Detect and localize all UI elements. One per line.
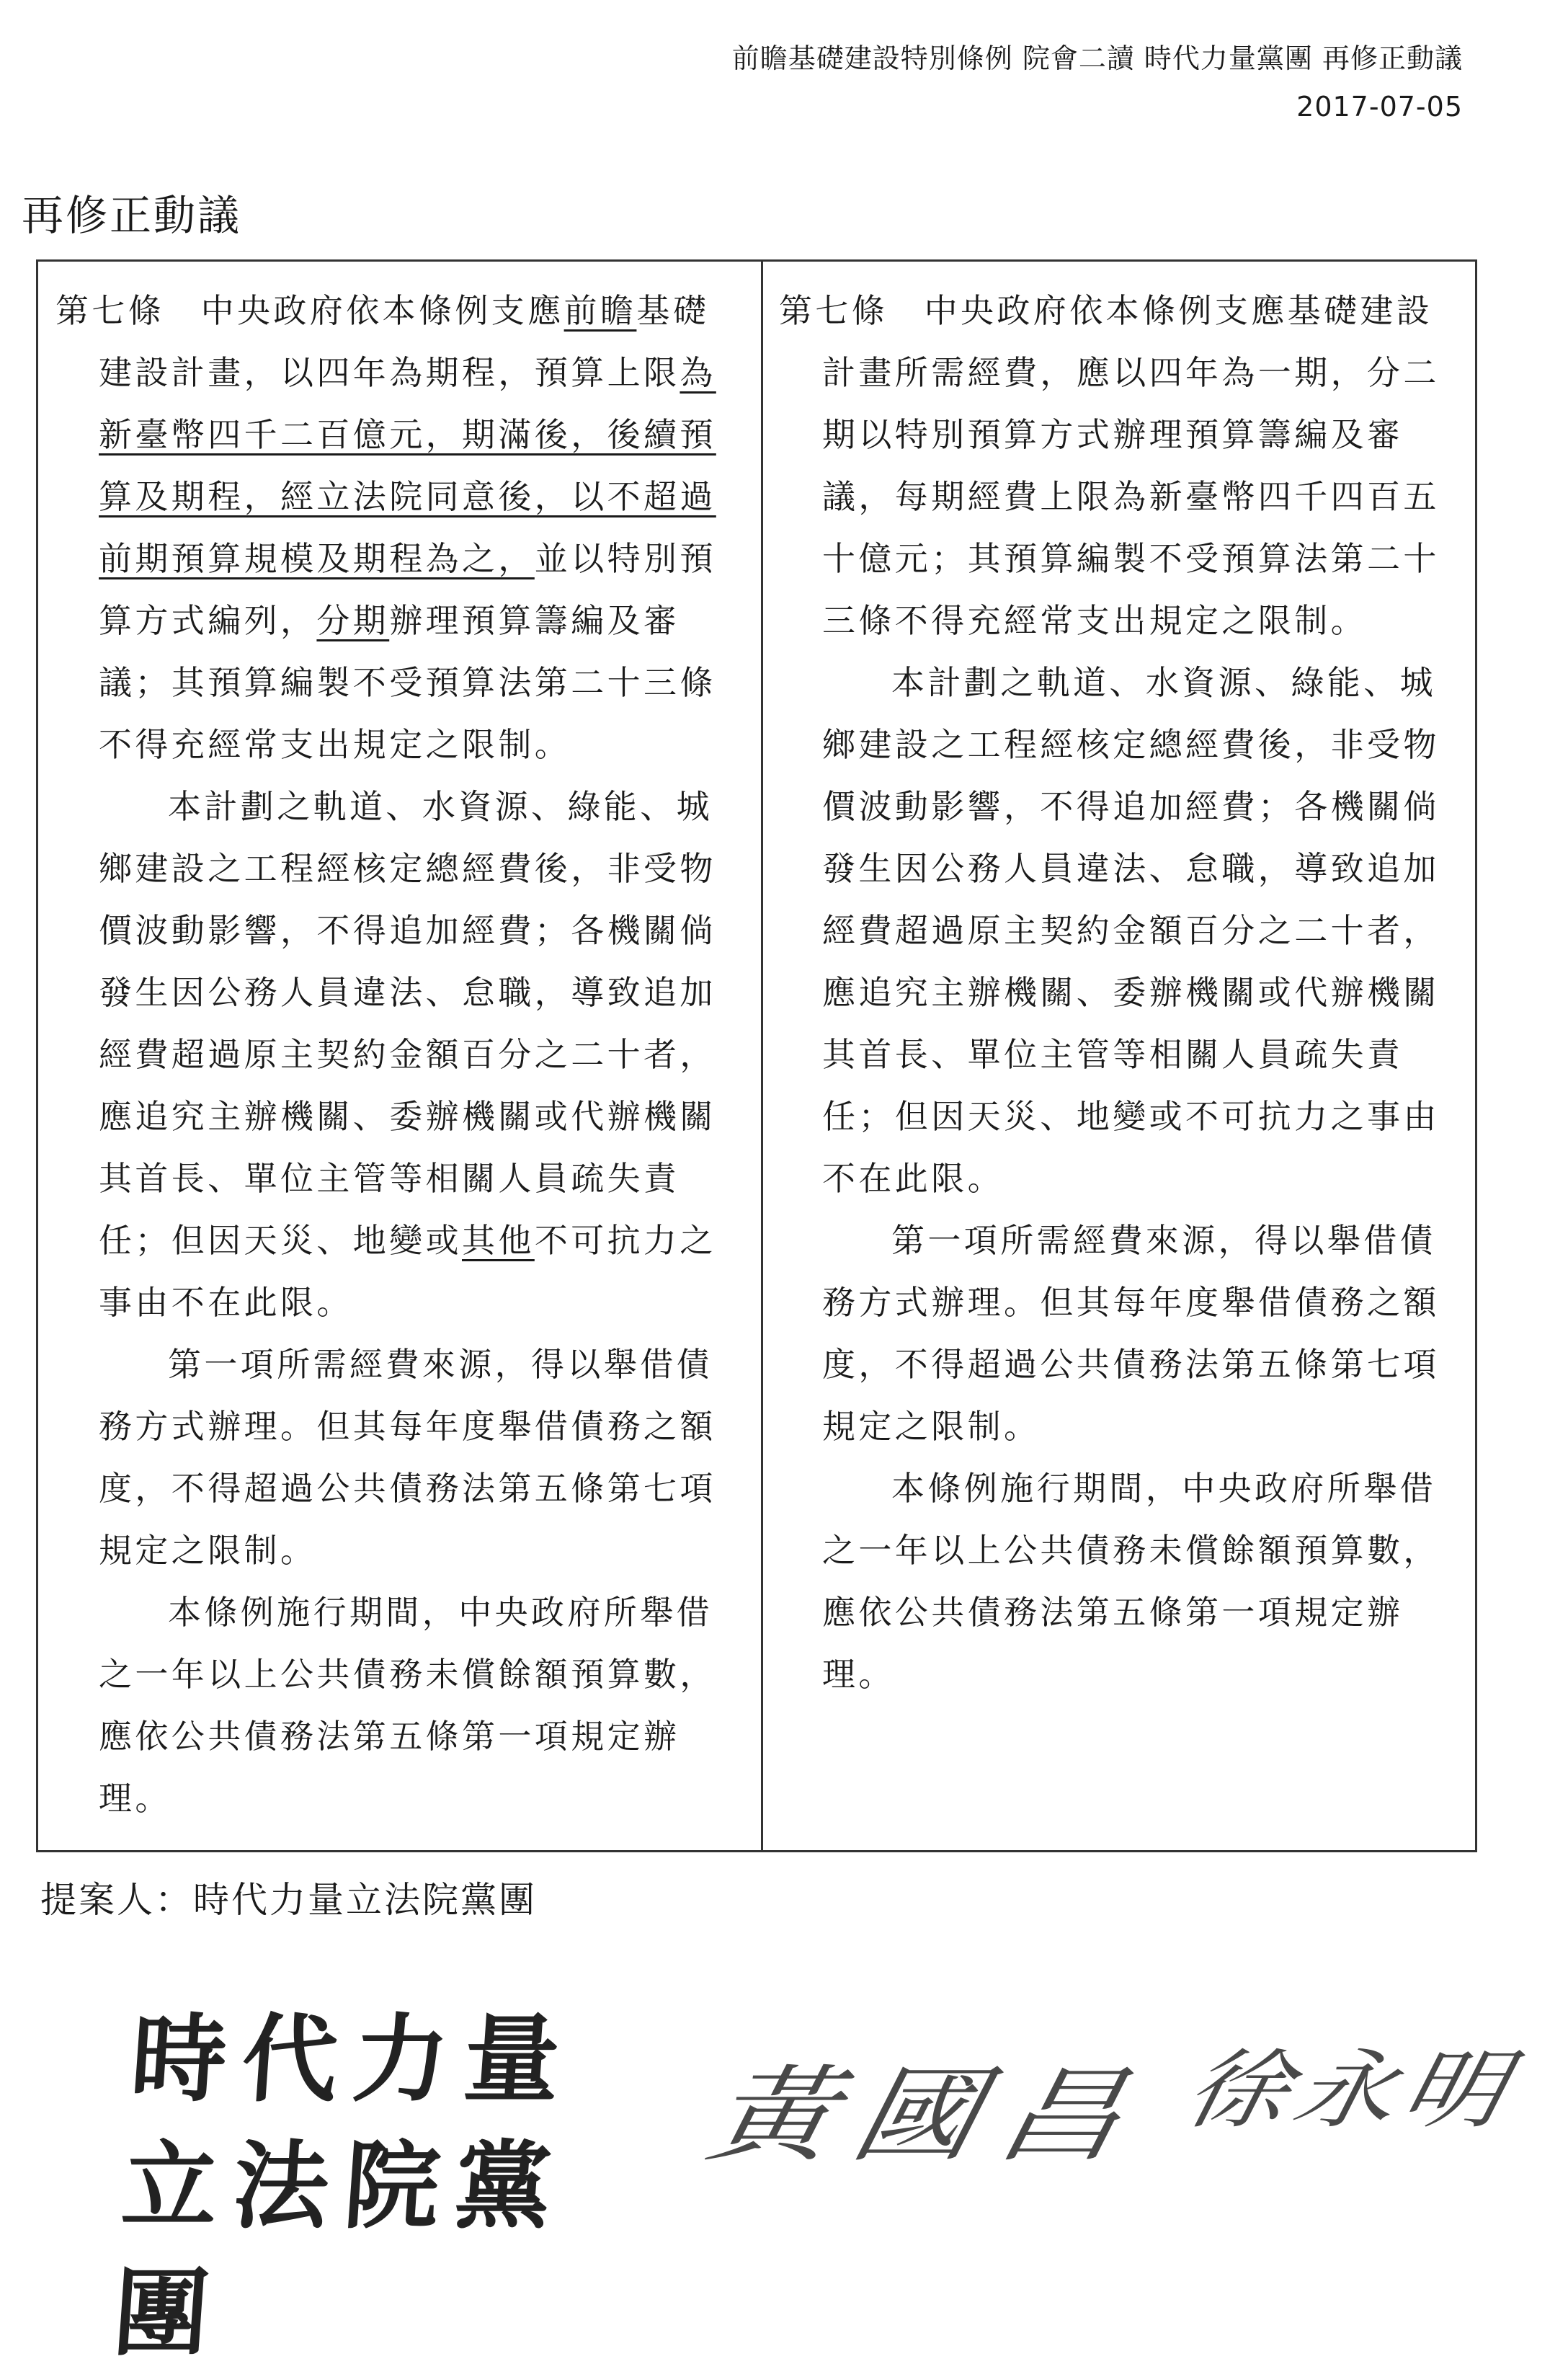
- left-text-line: [99, 1271, 353, 1333]
- text-segment: 第七條 中央政府依本條例支應基礎建設: [779, 291, 1433, 330]
- left-text-line: [168, 776, 713, 837]
- text-segment: 十億元；其預算編製不受預算法第二十: [822, 539, 1440, 578]
- underlined-amendment-text: 新臺幣四千二百億元，期滿後，後續預: [99, 415, 716, 454]
- text-segment: 應追究主辦機關、委辦機關或代辦機關: [99, 1097, 716, 1136]
- right-text-line: [822, 1023, 1403, 1085]
- text-segment: 算方式編列，: [99, 601, 317, 640]
- right-text-line: [822, 1147, 1004, 1209]
- left-text-line: [99, 1023, 716, 1085]
- text-segment: 本計劃之軌道、水資源、綠能、城: [891, 663, 1436, 702]
- left-text-line: [99, 961, 716, 1023]
- left-text-line: [99, 652, 716, 714]
- left-text-line: [99, 590, 680, 652]
- right-text-line: [822, 466, 1440, 528]
- left-text-line: [99, 528, 716, 590]
- left-text-line: [99, 837, 716, 899]
- right-text-line: [822, 342, 1440, 404]
- right-text-line: [822, 528, 1440, 590]
- text-segment: 務方式辦理。但其每年度舉借債務之額: [822, 1283, 1440, 1322]
- left-text-line: [99, 1643, 716, 1705]
- text-segment: 第一項所需經費來源，得以舉借債: [168, 1345, 713, 1384]
- document-title: 再修正動議: [22, 191, 242, 240]
- left-text-line: [99, 1457, 716, 1519]
- proposer: 提案人：時代力量立法院黨團: [40, 1879, 537, 1921]
- text-segment: 不在此限。: [822, 1159, 1004, 1198]
- right-text-line: [891, 1457, 1436, 1519]
- handwritten-signatures: [698, 1989, 1564, 2205]
- text-segment: 鄉建設之工程經核定總經費後，非受物: [822, 725, 1440, 764]
- left-text-line: [99, 1209, 716, 1271]
- right-text-line: [891, 1209, 1436, 1271]
- left-text-line: [99, 1767, 172, 1829]
- right-text-line: [822, 776, 1440, 837]
- left-text-line: [99, 404, 716, 466]
- header-title: 前瞻基礎建設特別條例 院會二讀 時代力量黨團 再修正動議: [731, 43, 1463, 74]
- right-text-line: [822, 899, 1440, 961]
- stamp-line-1: 時代力量: [127, 2004, 579, 2115]
- left-text-line: [99, 1147, 680, 1209]
- left-text-line: [99, 342, 716, 404]
- text-segment: 並以特別預: [534, 539, 716, 578]
- text-segment: 第七條 中央政府依本條例支應: [55, 291, 564, 330]
- right-column-original-text: [762, 280, 1453, 1829]
- right-text-line: [779, 280, 1433, 342]
- text-segment: 本條例施行期間，中央政府所舉借: [168, 1593, 713, 1632]
- caucus-stamp: [110, 1996, 641, 2377]
- left-column-revised-text: [38, 280, 730, 1829]
- right-text-line: [822, 961, 1440, 1023]
- text-segment: 事由不在此限。: [99, 1283, 353, 1322]
- text-segment: 不可抗力之: [534, 1221, 716, 1260]
- text-segment: 規定之限制。: [822, 1407, 1041, 1446]
- right-text-line: [822, 590, 1367, 652]
- text-segment: 應依公共債務法第五條第一項規定辦: [822, 1593, 1404, 1632]
- left-text-line: [99, 1395, 716, 1457]
- text-segment: 度，不得超過公共債務法第五條第七項: [99, 1469, 716, 1508]
- left-text-line: [99, 899, 716, 961]
- underlined-amendment-text: 前期預算規模及期程為之，: [99, 539, 535, 578]
- text-segment: 其首長、單位主管等相關人員疏失責: [822, 1035, 1404, 1074]
- text-segment: 議，每期經費上限為新臺幣四千四百五: [822, 477, 1440, 516]
- text-segment: 之一年以上公共債務未償餘額預算數，: [99, 1655, 716, 1694]
- signature-1: 黃國昌: [698, 2055, 1157, 2177]
- underlined-amendment-text: 其他: [462, 1221, 535, 1260]
- text-segment: 建設計畫，以四年為期程，預算上限: [99, 353, 680, 392]
- right-text-line: [822, 1085, 1440, 1147]
- text-segment: 期以特別預算方式辦理預算籌編及審: [822, 415, 1404, 454]
- text-segment: 計畫所需經費，應以四年為一期，分二: [822, 353, 1440, 392]
- text-segment: 任；但因天災、地變或: [99, 1221, 462, 1260]
- left-text-line: [99, 466, 716, 528]
- stamp-line-2: 立法院黨團: [110, 2131, 571, 2369]
- right-text-line: [822, 1581, 1403, 1643]
- right-text-line: [822, 714, 1440, 776]
- text-segment: 本條例施行期間，中央政府所舉借: [891, 1469, 1436, 1508]
- text-segment: 基礎: [636, 291, 710, 330]
- right-text-line: [822, 1271, 1440, 1333]
- underlined-amendment-text: 前瞻: [564, 291, 637, 330]
- right-text-line: [822, 1643, 895, 1705]
- left-text-line: [168, 1581, 713, 1643]
- left-text-line: [99, 1705, 680, 1767]
- underlined-amendment-text: 分期: [316, 601, 390, 640]
- text-segment: 發生因公務人員違法、怠職，導致追加: [99, 973, 716, 1012]
- text-segment: 經費超過原主契約金額百分之二十者，: [99, 1035, 716, 1074]
- right-text-line: [822, 1519, 1440, 1581]
- signature-2: 徐永明: [1177, 2040, 1523, 2141]
- text-segment: 度，不得超過公共債務法第五條第七項: [822, 1345, 1440, 1384]
- right-text-line: [822, 837, 1440, 899]
- text-segment: 不得充經常支出規定之限制。: [99, 725, 571, 764]
- left-text-line: [99, 1519, 316, 1581]
- left-text-line: [168, 1333, 713, 1395]
- text-segment: 辦理預算籌編及審: [389, 601, 680, 640]
- right-text-line: [822, 404, 1403, 466]
- text-segment: 本計劃之軌道、水資源、綠能、城: [168, 787, 713, 826]
- left-text-line: [55, 280, 709, 342]
- text-segment: 經費超過原主契約金額百分之二十者，: [822, 911, 1440, 950]
- underlined-amendment-text: 算及期程，經立法院同意後，以不超過: [99, 477, 716, 516]
- right-text-line: [891, 652, 1436, 714]
- right-text-line: [822, 1333, 1440, 1395]
- text-segment: 價波動影響，不得追加經費；各機關倘: [822, 787, 1440, 826]
- left-text-line: [99, 714, 571, 776]
- text-segment: 發生因公務人員違法、怠職，導致追加: [822, 849, 1440, 888]
- text-segment: 任；但因天災、地變或不可抗力之事由: [822, 1097, 1440, 1136]
- text-segment: 議；其預算編製不受預算法第二十三條: [99, 663, 716, 702]
- header-date: 2017-07-05: [1296, 91, 1463, 123]
- text-segment: 理。: [822, 1655, 895, 1694]
- text-segment: 鄉建設之工程經核定總經費後，非受物: [99, 849, 716, 888]
- text-segment: 應依公共債務法第五條第一項規定辦: [99, 1717, 680, 1756]
- text-segment: 其首長、單位主管等相關人員疏失責: [99, 1159, 680, 1198]
- text-segment: 規定之限制。: [99, 1531, 317, 1570]
- text-segment: 第一項所需經費來源，得以舉借債: [891, 1221, 1436, 1260]
- text-segment: 三條不得充經常支出規定之限制。: [822, 601, 1367, 640]
- right-text-line: [822, 1395, 1040, 1457]
- text-segment: 價波動影響，不得追加經費；各機關倘: [99, 911, 716, 950]
- comparison-table: [36, 259, 1477, 1852]
- text-segment: 理。: [99, 1779, 172, 1818]
- text-segment: 應追究主辦機關、委辦機關或代辦機關: [822, 973, 1440, 1012]
- left-text-line: [99, 1085, 716, 1147]
- text-segment: 之一年以上公共債務未償餘額預算數，: [822, 1531, 1440, 1570]
- underlined-amendment-text: 為: [680, 353, 716, 392]
- text-segment: 務方式辦理。但其每年度舉借債務之額: [99, 1407, 716, 1446]
